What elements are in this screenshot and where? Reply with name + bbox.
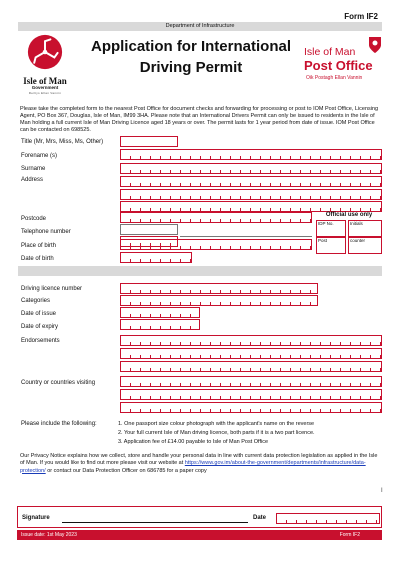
post-label: Post [318, 238, 328, 243]
endorsements-field-line-2[interactable] [120, 348, 382, 359]
licence-number-label: Driving licence number [21, 286, 83, 292]
official-use-grid [316, 220, 382, 254]
title-line-1: Application for International [90, 38, 291, 55]
official-use-title: Official use only [325, 212, 373, 218]
surname-field[interactable] [120, 163, 382, 174]
post-office-line-1: Isle of Man [304, 46, 356, 58]
include-item-3: 3. Application fee of £14.00 payable to Isle of Man Post Office [118, 439, 269, 445]
place-of-birth-label: Place of birth [21, 243, 57, 249]
government-subtitle: Government [31, 85, 59, 90]
telephone-field-prefix[interactable] [120, 224, 178, 235]
address-field-line-3[interactable] [120, 201, 382, 212]
place-of-birth-field[interactable] [120, 239, 312, 250]
government-logo [14, 34, 76, 95]
countries-field-line-1[interactable] [120, 376, 382, 387]
countries-label: Country or countries visiting [21, 380, 96, 386]
title-field[interactable] [120, 136, 178, 147]
government-name: Isle of Man [23, 76, 67, 86]
signature-date-label: Date [253, 515, 267, 521]
postcode-label: Postcode [21, 216, 47, 222]
surname-label: Surname [21, 166, 46, 172]
forename-label: Forename (s) [21, 153, 58, 159]
section-separator [18, 266, 382, 276]
intro-text: Please take the completed form to the nearest Post Office for document checks and forwarding for processing or post to IOM Post Office, Licensing Agent, PO Box 367, Douglas, Isle of Man, IM99 3HA. Please note that an International Drivers Permit can only be issued to residents in the Isle of Man holding a full current Isle of Man Driving Licence aged 18 years or over. The permit lasts for 1 year period from date of issue. IOM Post Office can be contacted on 698525. [20, 106, 379, 133]
privacy-text-2: or contact our Data Protection Officer on 686785 for a paper copy [47, 467, 207, 474]
department-bar: Department of Infrastructure [18, 22, 382, 31]
official-use-box [316, 212, 382, 256]
counter-cell[interactable] [348, 237, 382, 254]
triskelion-icon [27, 34, 63, 70]
date-of-issue-label: Date of issue [21, 311, 57, 317]
post-office-line-3: Oik Postagh Ellan Vannin [306, 75, 363, 81]
address-field-line-2[interactable] [120, 189, 382, 200]
post-office-line-2: Post Office [304, 58, 373, 73]
initials-label: Initials [350, 221, 363, 226]
endorsements-field-line-3[interactable] [120, 361, 382, 372]
address-field-line-1[interactable] [120, 176, 382, 187]
signature-line[interactable] [62, 522, 248, 523]
date-of-issue-field[interactable] [120, 307, 200, 318]
telephone-label: Telephone number [21, 229, 71, 235]
footer-bar [17, 530, 382, 540]
endorsements-field-line-1[interactable] [120, 335, 382, 346]
crest-icon [368, 36, 382, 54]
privacy-text: Our Privacy Notice explains how we collect, store and handle your personal data in line with current data protection legislation as applied in the Isle of Man. If you would like to find out more please visit our website at [20, 453, 378, 467]
title-label: Title (Mr, Mrs, Miss, Ms, Other) [21, 139, 104, 145]
privacy-notice [20, 453, 382, 475]
privacy-link[interactable]: https://www.gov.im/about-the-government/departments/infrastructure/data-protection/ [20, 460, 366, 474]
include-item-2: 2. Your full current Isle of Man driving licence, both parts if it is a two part licence. [118, 430, 315, 436]
form-id: Form IF2 [344, 12, 378, 21]
categories-label: Categories [21, 298, 51, 304]
postcode-field[interactable] [120, 212, 312, 223]
date-of-birth-label: Date of birth [21, 256, 54, 262]
signature-area [17, 506, 382, 528]
date-of-birth-field[interactable] [120, 252, 192, 263]
countries-field-line-3[interactable] [120, 402, 382, 413]
include-item-1: 1. One passport size colour photograph with the applicant's name on the reverse [118, 421, 315, 427]
title-line-2: Driving Permit [139, 59, 243, 76]
countries-field-line-2[interactable] [120, 389, 382, 400]
post-cell[interactable] [316, 237, 346, 254]
date-of-expiry-field[interactable] [120, 319, 200, 330]
include-label: Please include the following: [21, 421, 97, 427]
address-label: Address [21, 177, 44, 183]
idp-no-label: IDP No. [318, 221, 334, 226]
forename-field[interactable] [120, 149, 382, 160]
telephone-divider [180, 236, 312, 237]
date-of-expiry-label: Date of expiry [21, 324, 59, 330]
endorsements-label: Endorsements [21, 338, 60, 344]
footer-form-id: Form IF2 [339, 532, 360, 538]
government-motto: Reiltys Ellan Vannin [28, 91, 62, 95]
text-cursor-mark: I [381, 488, 383, 494]
footer-issue-date: Issue date: 1st May 2023 [21, 532, 77, 538]
counter-label: counter [350, 238, 366, 243]
licence-number-field[interactable] [120, 283, 318, 294]
initials-cell[interactable] [348, 220, 382, 237]
signature-label: Signature [22, 515, 50, 521]
signature-date-field[interactable] [276, 513, 380, 524]
idp-no-cell[interactable] [316, 220, 346, 237]
page-title [78, 36, 304, 78]
categories-field[interactable] [120, 295, 318, 306]
include-list [118, 420, 315, 447]
